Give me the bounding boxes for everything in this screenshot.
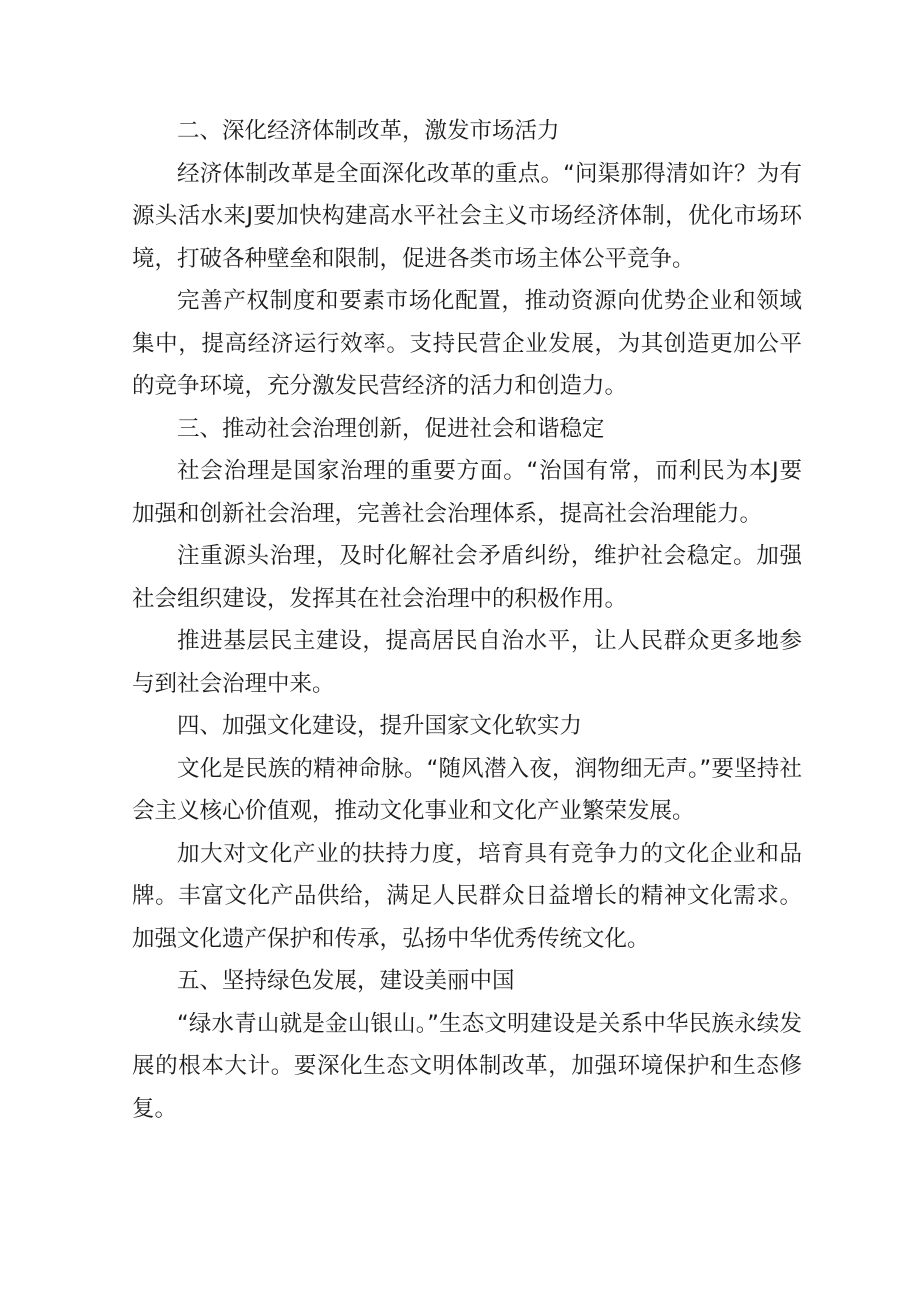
paragraph: 完善产权制度和要素市场化配置，推动资源向优势企业和领域集中，提高经济运行效率。支持民营企业发展，为其创造更加公平的竞争环境，充分激发民营经济的活力和创造力。 xyxy=(132,288,802,399)
section-heading-3: 三、推动社会治理创新，促进社会和谐稳定 xyxy=(177,415,605,442)
paragraph: 推进基层民主建设，提高居民自治水平，让人民群众更多地参与到社会治理中来。 xyxy=(132,628,802,697)
document-body xyxy=(132,110,802,1130)
section-heading-5: 五、坚持绿色发展，建设美丽中国 xyxy=(177,968,515,994)
section-heading-4: 四、加强文化建设，提升国家文化软实力 xyxy=(177,713,583,739)
paragraph: 经济体制改革是全面深化改革的重点。“问渠那得清如许？为有源头活水来J要加快构建高水平社会主义市场经济体制，优化市场环境，打破各种壁垒和限制，促进各类市场主体公平竞争。 xyxy=(132,160,802,272)
paragraph: 社会治理是国家治理的重要方面。“治国有常，而利民为本J要加强和创新社会治理，完善社会治理体系，提高社会治理能力。 xyxy=(132,458,802,527)
paragraph: 加大对文化产业的扶持力度，培育具有竞争力的文化企业和品牌。丰富文化产品供给，满足人民群众日益增长的精神文化需求。加强文化遗产保护和传承，弘扬中华优秀传统文化。 xyxy=(132,840,802,952)
section-heading-2: 二、深化经济体制改革，激发市场活力 xyxy=(177,118,560,144)
paragraph: “绿水青山就是金山银山。”生态文明建设是关系中华民族永续发展的根本大计。要深化生态文明体制改革，加强环境保护和生态修复。 xyxy=(132,1010,802,1122)
paragraph: 文化是民族的精神命脉。“随风潜入夜，润物细无声。”要坚持社会主义核心价值观，推动文化事业和文化产业繁荣发展。 xyxy=(132,755,802,824)
paragraph: 注重源头治理，及时化解社会矛盾纠纷，维护社会稳定。加强社会组织建设，发挥其在社会治理中的积极作用。 xyxy=(132,543,802,612)
